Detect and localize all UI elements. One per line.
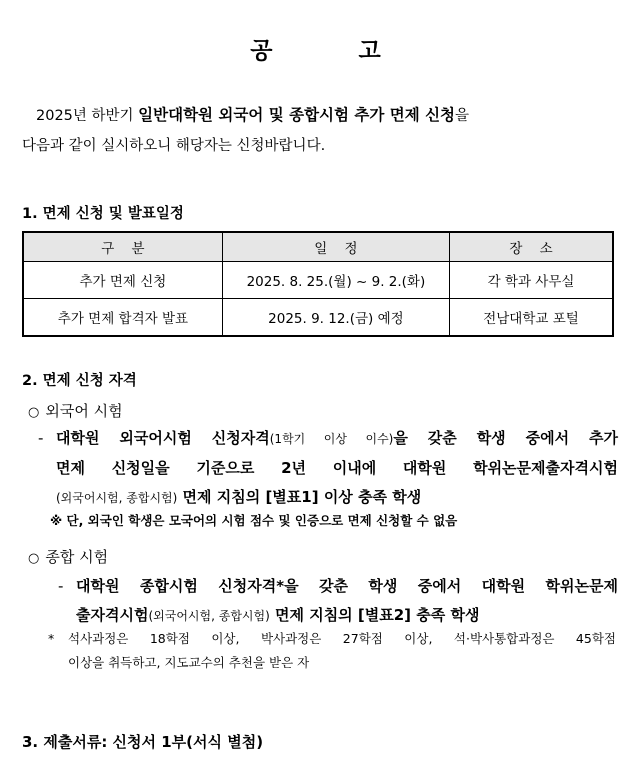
title-char-right: 고 [358, 38, 381, 64]
asterisk-mark: * [48, 631, 55, 646]
header-category: 구 분 [23, 232, 222, 262]
foreign-line1-b: (1학기 이상 이수) [269, 432, 394, 446]
foreign-exam-note: ※ 단, 외국인 학생은 모국어의 시험 점수 및 인증으로 면제 신청할 수 없음 [50, 513, 458, 528]
foreign-line1-a: 대학원 외국어시험 신청자격 [56, 429, 270, 447]
foreign-line2-b: 2년 이내 [281, 459, 362, 477]
foreign-line1-c: 을 갖춘 학생 중에서 추가 [393, 429, 618, 447]
page-title [0, 32, 631, 65]
title-char-left: 공 [250, 38, 273, 64]
cell-place: 전남대학교 포털 [450, 299, 614, 337]
comprehensive-exam-criteria [58, 572, 618, 631]
comprehensive-label-text: 종합 시험 [45, 548, 109, 566]
table-row [23, 262, 613, 299]
foreign-line3-d: 이상 충족 학생 [318, 488, 422, 506]
cell-schedule: 2025. 9. 12.(금) 예정 [222, 299, 449, 337]
comprehensive-exam-label [28, 546, 108, 567]
intro-bold: 일반대학원 외국어 및 종합시험 추가 면제 신청 [138, 106, 456, 124]
schedule-header-row [23, 232, 613, 262]
comprehensive-line2-c: 면제 지침의 [269, 606, 358, 624]
intro-prefix: 2025년 하반기 [36, 108, 139, 124]
foreign-exam-label [28, 400, 123, 421]
intro-paragraph [22, 100, 618, 161]
intro-line2: 다음과 같이 실시하오니 해당자는 신청바랍니다. [22, 138, 326, 154]
comprehensive-exam-note [48, 627, 616, 675]
circle-bullet-icon: ○ [28, 405, 40, 420]
comprehensive-note-line2: 이상을 취득하고, 지도교수의 추천을 받은 자 [68, 655, 310, 670]
foreign-line2-a: 면제 신청일을 기준으로 [56, 459, 282, 477]
comprehensive-line2-b: (외국어시험, 종합시험) [148, 609, 270, 623]
dash-bullet-icon: - [38, 429, 44, 447]
comprehensive-line2-a: 출자격시험 [76, 606, 149, 624]
cell-category: 추가 면제 합격자 발표 [23, 299, 222, 337]
comprehensive-line2-d: [별표2] [357, 606, 412, 624]
cell-place: 각 학과 사무실 [450, 262, 614, 299]
section1-heading: 1. 면제 신청 및 발표일정 [22, 206, 184, 222]
intro-suffix: 을 [455, 108, 470, 124]
schedule-table [22, 231, 614, 337]
circle-bullet-icon: ○ [28, 551, 40, 566]
cell-category: 추가 면제 신청 [23, 262, 222, 299]
section3-heading: 3. 제출서류: 신청서 1부(서식 별첨) [22, 733, 264, 751]
foreign-label-text: 외국어 시험 [45, 402, 123, 420]
comprehensive-line1: 대학원 종합시험 신청자격*을 갖춘 학생 중에서 대학원 학위논문제 [76, 577, 618, 595]
table-row [23, 299, 613, 337]
foreign-line3-a: (외국어시험, 종합시험) [56, 491, 178, 505]
header-schedule: 일 정 [222, 232, 449, 262]
comprehensive-note-line1: 석사과정은 18학점 이상, 박사과정은 27학점 이상, 석·박사통합과정은 45학점 [68, 631, 616, 646]
dash-bullet-icon: - [58, 577, 64, 595]
header-place: 장 소 [450, 232, 614, 262]
foreign-line3-c: [별표1] [265, 488, 319, 506]
foreign-line3-b: 면제 지침의 [177, 488, 266, 506]
cell-schedule: 2025. 8. 25.(월) ~ 9. 2.(화) [222, 262, 449, 299]
foreign-line2-c: 에 대학원 학위논문제출자격시험 [361, 459, 618, 477]
comprehensive-line2-e: 충족 학생 [411, 606, 480, 624]
foreign-exam-criteria [38, 424, 618, 513]
section2-heading: 2. 면제 신청 자격 [22, 373, 137, 389]
